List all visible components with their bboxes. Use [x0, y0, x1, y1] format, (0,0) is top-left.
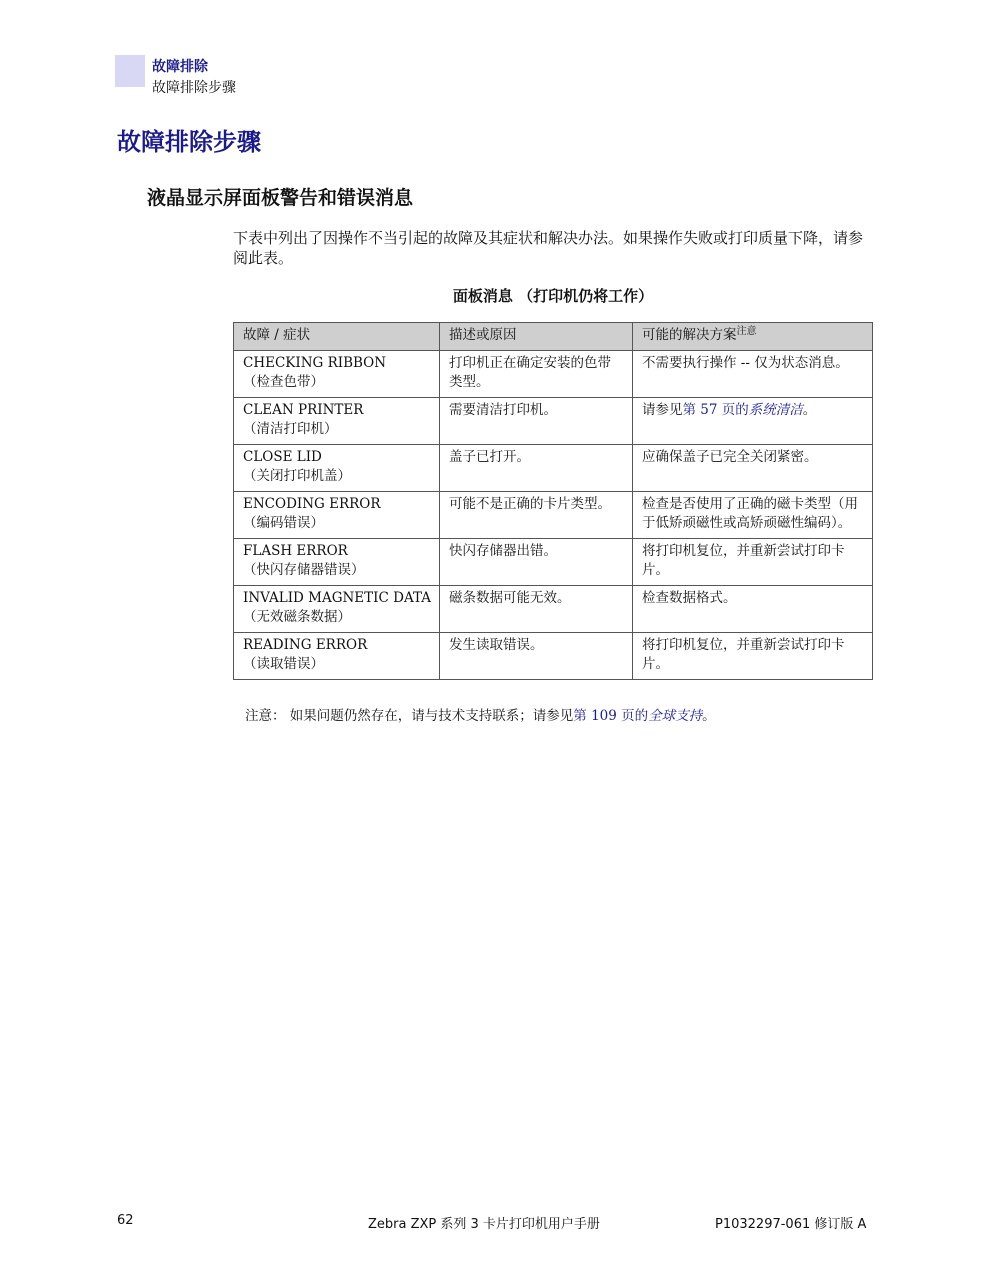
manual-title: Zebra ZXP 系列 3 卡片打印机用户手册 [368, 1217, 600, 1232]
table-row [234, 633, 873, 680]
fault-code: READING ERROR [243, 637, 368, 653]
fault-chinese: （关闭打印机盖） [243, 468, 351, 484]
footnote-prefix: 注意： 如果问题仍然存在，请与技术支持联系；请参见 [245, 708, 574, 724]
fault-cell [234, 492, 440, 539]
solution-cell: 检查数据格式。 [633, 586, 873, 633]
cause-cell: 盖子已打开。 [440, 445, 633, 492]
fault-code: ENCODING ERROR [243, 496, 381, 512]
header-solution-note: 注意 [736, 326, 757, 337]
cause-cell: 可能不是正确的卡片类型。 [440, 492, 633, 539]
global-support-link[interactable]: 全球支持 [648, 708, 703, 724]
page-109-link-text[interactable]: 第 109 页的 [573, 708, 649, 724]
table-row [234, 586, 873, 633]
solution-prefix: 请参见 [642, 402, 683, 418]
fault-chinese: （无效磁条数据） [243, 609, 351, 625]
fault-code: CHECKING RIBBON [243, 355, 387, 371]
fault-cell [234, 539, 440, 586]
fault-cell [234, 398, 440, 445]
fault-code: CLEAN PRINTER [243, 402, 364, 418]
fault-code: FLASH ERROR [243, 543, 348, 559]
header-section: 故障排除 [152, 59, 208, 75]
cause-cell: 快闪存储器出错。 [440, 539, 633, 586]
fault-cell [234, 351, 440, 398]
table-caption: 面板消息 （打印机仍将工作） [452, 287, 654, 305]
solution-cell: 应确保盖子已完全关闭紧密。 [633, 445, 873, 492]
header-subsection: 故障排除步骤 [152, 80, 236, 96]
section-title: 液晶显示屏面板警告和错误消息 [147, 187, 414, 209]
cause-cell: 发生读取错误。 [440, 633, 633, 680]
fault-cell [234, 633, 440, 680]
solution-cell: 检查是否使用了正确的磁卡类型（用于低矫顽磁性或高矫顽磁性编码）。 [633, 492, 873, 539]
header-cause: 描述或原因 [440, 323, 633, 351]
solution-cell: 将打印机复位，并重新尝试打印卡片。 [633, 633, 873, 680]
page-109-link[interactable] [573, 708, 702, 724]
table-header-row [234, 323, 873, 351]
header-solution [633, 323, 873, 351]
page-57-link-text[interactable]: 第 57 页的 [682, 402, 749, 418]
fault-code: INVALID MAGNETIC DATA [243, 590, 431, 606]
cause-cell: 磁条数据可能无效。 [440, 586, 633, 633]
page-57-link[interactable] [683, 402, 803, 418]
page-number: 62 [117, 1213, 134, 1228]
footnote [245, 704, 716, 724]
footnote-suffix: 。 [702, 708, 716, 724]
cause-cell: 打印机正在确定安装的色带类型。 [440, 351, 633, 398]
document-number: P1032297-061 修订版 A [715, 1217, 867, 1232]
panel-messages-table [233, 322, 873, 680]
fault-chinese: （编码错误） [243, 515, 324, 531]
fault-chinese: （清洁打印机） [243, 421, 338, 437]
solution-suffix: 。 [802, 402, 817, 418]
table-row [234, 398, 873, 445]
table-row [234, 492, 873, 539]
fault-chinese: （检查色带） [243, 374, 324, 390]
intro-paragraph: 下表中列出了因操作不当引起的故障及其症状和解决办法。如果操作失败或打印质量下降，请参阅此表。 [233, 229, 864, 267]
solution-cell [633, 398, 873, 445]
solution-cell: 不需要执行操作 -- 仅为状态消息。 [633, 351, 873, 398]
table-row [234, 539, 873, 586]
system-cleaning-link[interactable]: 系统清洁 [748, 402, 803, 418]
page-title: 故障排除步骤 [117, 128, 261, 156]
fault-code: CLOSE LID [243, 449, 322, 465]
header-solution-label: 可能的解决方案 [642, 327, 737, 343]
table-row [234, 351, 873, 398]
header-fault: 故障 / 症状 [234, 323, 440, 351]
cause-cell: 需要清洁打印机。 [440, 398, 633, 445]
fault-chinese: （读取错误） [243, 656, 324, 672]
header-accent-box [115, 55, 145, 87]
solution-cell: 将打印机复位，并重新尝试打印卡片。 [633, 539, 873, 586]
table-row [234, 445, 873, 492]
fault-cell [234, 445, 440, 492]
fault-chinese: （快闪存储器错误） [243, 562, 365, 578]
fault-cell [234, 586, 440, 633]
